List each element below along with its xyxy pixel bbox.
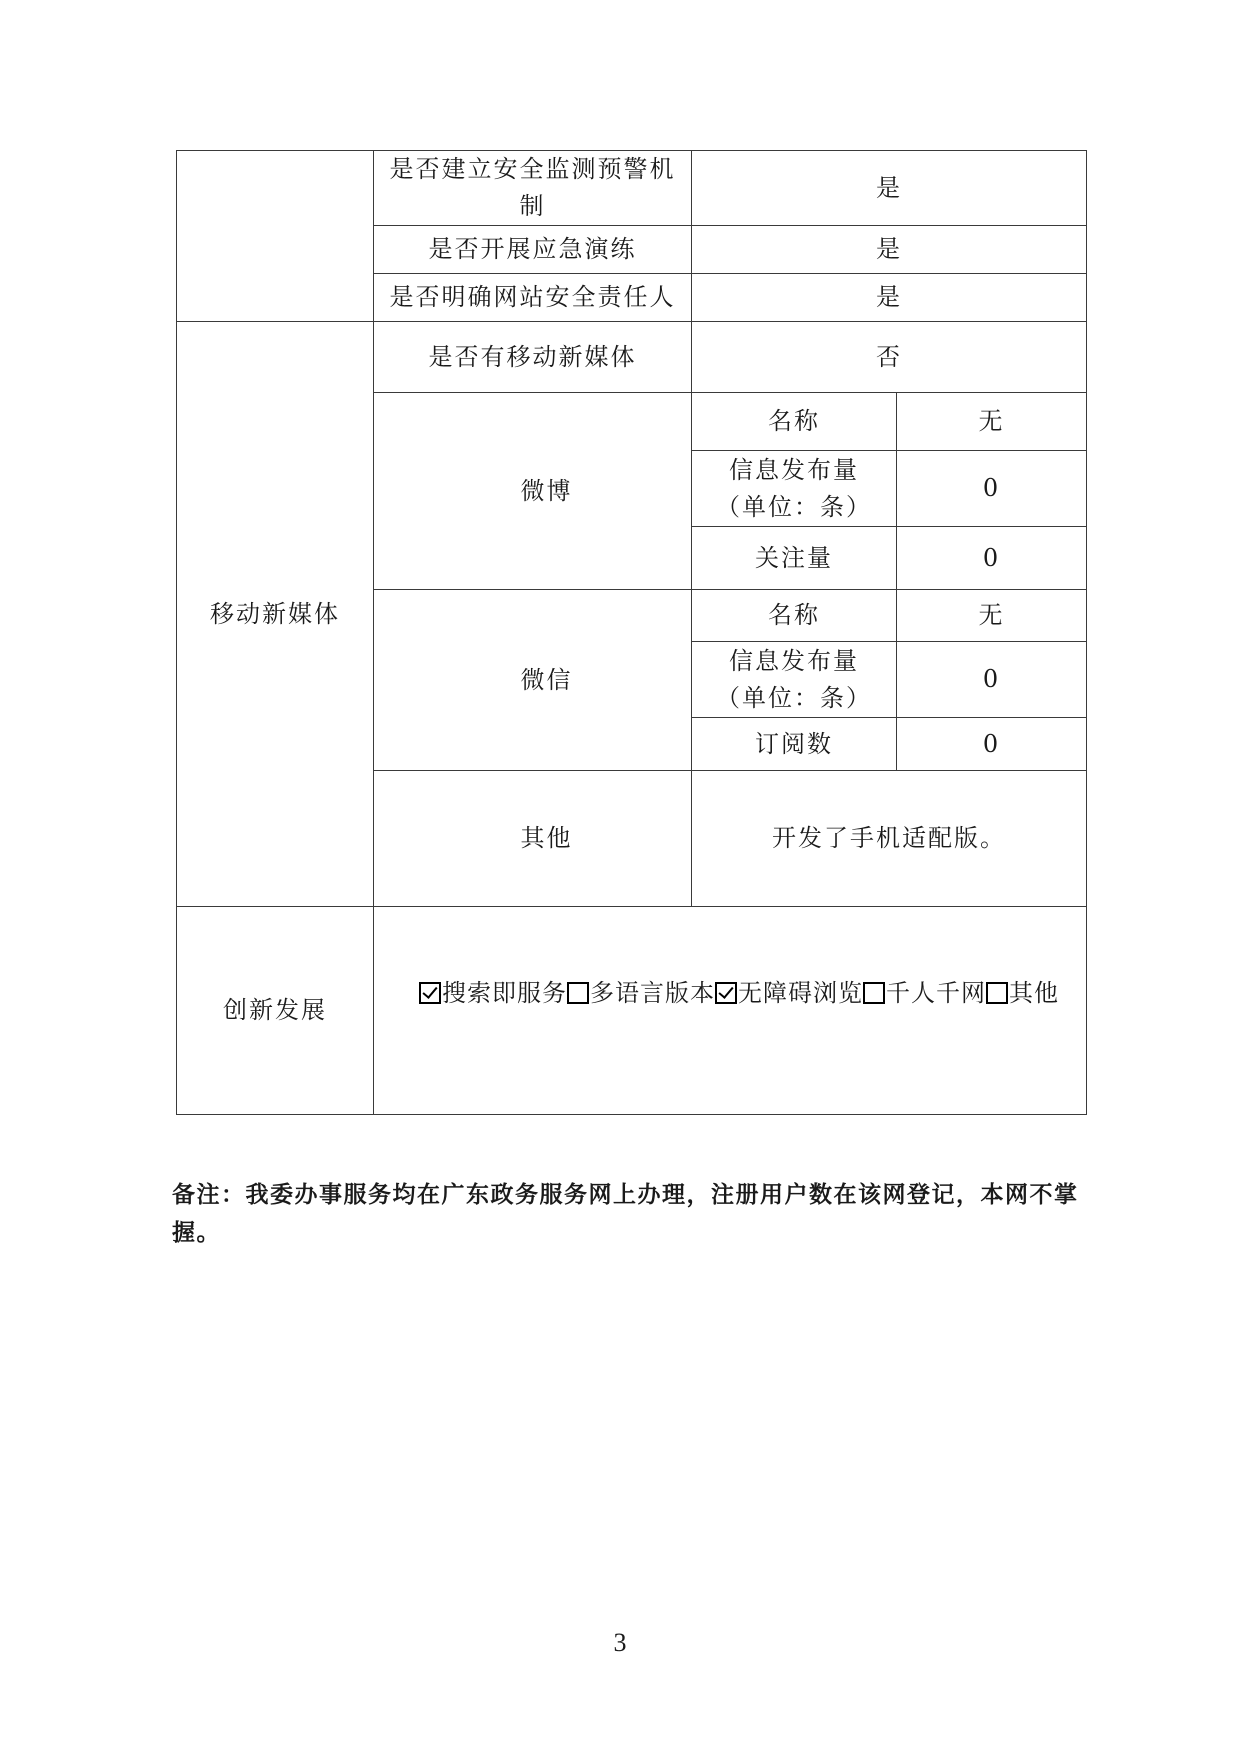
unchecked-checkbox-icon[interactable] [986,982,1008,1004]
unchecked-checkbox-icon[interactable] [863,982,885,1004]
innovation-option-label: 多语言版本 [590,979,715,1007]
drill-value: 是 [692,226,1087,274]
innovation-option-label: 搜索即服务 [442,979,567,1007]
checked-checkbox-icon[interactable] [715,982,737,1004]
wechat-label: 微信 [374,590,692,771]
wechat-posts-label-line-1: 信息发布量 [729,646,859,675]
weibo-label: 微博 [374,393,692,590]
drill-label: 是否开展应急演练 [374,226,692,274]
wechat-posts-value: 0 [897,642,1087,718]
media-section-label: 移动新媒体 [177,322,374,907]
monitor-label: 是否建立安全监测预警机制 [374,151,692,226]
table-row [177,322,1087,393]
checked-checkbox-icon[interactable] [419,982,441,1004]
owner-value: 是 [692,274,1087,322]
remark-note: 备注：我委办事服务均在广东政务服务网上办理，注册用户数在该网登记，本网不掌握。 [172,1182,1079,1246]
wechat-posts-label-line-2: （单位：条） [716,683,872,712]
wechat-name-label: 名称 [692,590,897,642]
weibo-name-value: 无 [897,393,1087,451]
table-row [177,151,1087,226]
wechat-name-value: 无 [897,590,1087,642]
weibo-posts-label-line-1: 信息发布量 [729,455,859,484]
monitor-value: 是 [692,151,1087,226]
has-media-label: 是否有移动新媒体 [374,322,692,393]
weibo-posts-value: 0 [897,451,1087,527]
wechat-posts-label [692,642,897,718]
website-report-table [176,150,1087,1115]
wechat-subs-label: 订阅数 [692,718,897,771]
unchecked-checkbox-icon[interactable] [567,982,589,1004]
page-number: 3 [613,1628,627,1657]
innovation-option-label: 其他 [1009,979,1059,1007]
weibo-name-label: 名称 [692,393,897,451]
owner-label: 是否明确网站安全责任人 [374,274,692,322]
has-media-value: 否 [692,322,1087,393]
other-label: 其他 [374,771,692,907]
table-row [177,907,1087,1115]
innovation-label: 创新发展 [177,907,374,1115]
weibo-posts-label-line-2: （单位：条） [716,492,872,521]
weibo-posts-label [692,451,897,527]
innovation-options-cell [374,907,1087,1115]
other-value: 开发了手机适配版。 [692,771,1087,907]
security-section-cell [177,151,374,322]
weibo-follow-value: 0 [897,527,1087,590]
weibo-follow-label: 关注量 [692,527,897,590]
innovation-option-label: 无障碍浏览 [738,979,863,1007]
innovation-option-label: 千人千网 [886,979,986,1007]
wechat-subs-value: 0 [897,718,1087,771]
innovation-options [374,977,1086,1009]
